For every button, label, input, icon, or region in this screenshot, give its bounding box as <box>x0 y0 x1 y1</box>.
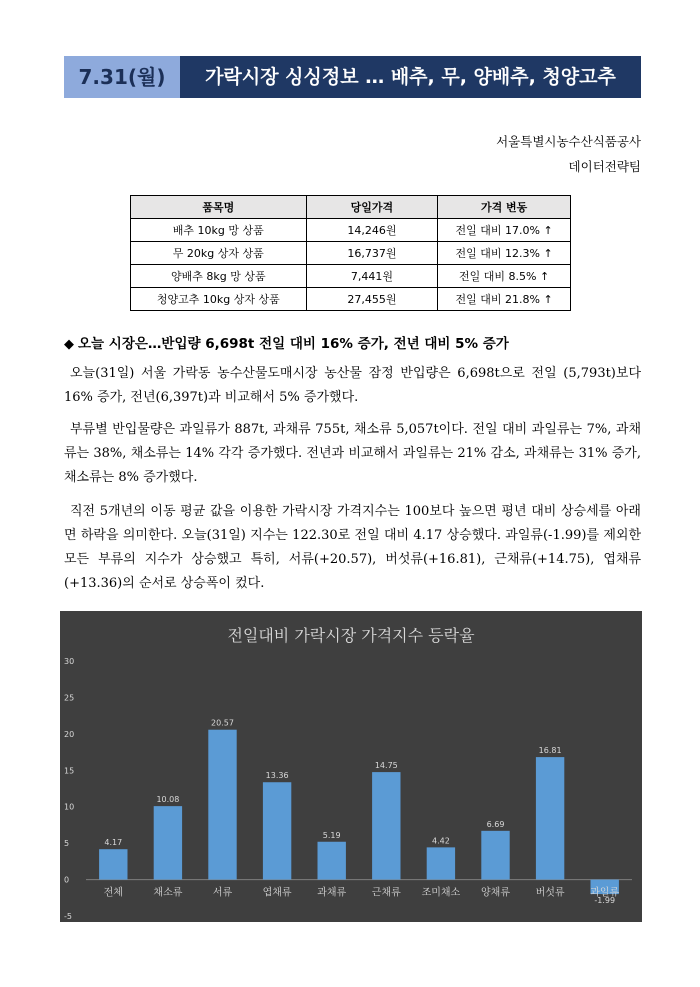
bar-과채류 <box>318 842 346 880</box>
team-name: 데이터전략팀 <box>568 159 641 174</box>
category-label: 서류 <box>212 887 233 899</box>
y-tick-label: 30 <box>64 657 75 666</box>
header-today-price: 당일가격 <box>306 196 438 219</box>
organization-name: 서울특별시농수산식품공사 <box>496 134 641 149</box>
data-label: 14.75 <box>374 761 398 771</box>
table-row <box>131 242 571 265</box>
item-price: 14,246원 <box>306 219 438 242</box>
item-change: 전일 대비 8.5% ↑ <box>438 265 571 288</box>
category-label: 조미채소 <box>421 887 461 899</box>
item-price: 7,441원 <box>306 265 438 288</box>
y-tick-label: 10 <box>64 802 75 812</box>
bar-양채류 <box>481 831 509 880</box>
bar-채소류 <box>154 806 182 879</box>
paragraph-arrivals: 오늘(31일) 서울 가락동 농수산물도매시장 농산물 잠정 반입량은 6,698t으로 전일 (5,793t)보다 16% 증가, 전년(6,397t)과 비교해서 5% 증가했다. <box>64 366 641 405</box>
item-price: 16,737원 <box>306 242 438 265</box>
data-label: 10.08 <box>156 795 180 805</box>
bar-근채류 <box>372 772 400 879</box>
category-label: 과채류 <box>317 887 347 899</box>
bar-전체 <box>99 849 127 879</box>
category-label: 전체 <box>103 887 123 899</box>
item-name: 청양고추 10kg 상자 상품 <box>131 288 307 311</box>
item-change: 전일 대비 21.8% ↑ <box>438 288 571 311</box>
paragraph-price-index: 직전 5개년의 이동 평균 값을 이용한 가락시장 가격지수는 100보다 높으면 평년 대비 상승세를 아래면 하락을 의미한다. 오늘(31일) 지수는 122.30로 전일 대비 4.17 상승했다. 과일류(-1.99)를 제외한 모든 부류의 지수가 상승했고 특히, 서류(+20.57), 버섯류(+16.81), 근채류(+14.75), 엽채류(+13.36)의 순서로 상승폭이 컸다. <box>64 504 641 591</box>
table-header-row <box>131 196 571 219</box>
chart-canvas <box>60 611 642 922</box>
category-label: 과일류 <box>590 887 620 899</box>
paragraph-category-arrivals: 부류별 반입물량은 과일류가 887t, 과채류 755t, 채소류 5,057t이다. 전일 대비 과일류는 7%, 과채류는 38%, 채소류는 14% 각각 증가했다. 전년과 비교해서 과일류는 21% 감소, 과채류는 31% 증가, 채소류는 8% 증가했다. <box>64 422 641 485</box>
item-name: 무 20kg 상자 상품 <box>131 242 307 265</box>
item-change: 전일 대비 12.3% ↑ <box>438 242 571 265</box>
data-label: 20.57 <box>211 718 234 728</box>
section-heading <box>64 332 509 352</box>
diamond-bullet-icon: ◆ <box>64 337 74 352</box>
table-row <box>131 219 571 242</box>
table-row <box>131 265 571 288</box>
bar-버섯류 <box>536 757 564 879</box>
report-banner <box>64 56 641 98</box>
category-label: 버섯류 <box>535 887 565 899</box>
data-label: 6.69 <box>486 819 505 829</box>
price-table <box>130 195 571 311</box>
table-row <box>131 288 571 311</box>
chart-title: 전일대비 가락시장 가격지수 등락율 <box>227 626 475 645</box>
category-label: 엽채류 <box>262 887 292 899</box>
item-change: 전일 대비 17.0% ↑ <box>438 219 571 242</box>
y-tick-label: 20 <box>64 729 75 739</box>
item-name: 배추 10kg 망 상품 <box>131 219 307 242</box>
item-name: 양배추 8kg 망 상품 <box>131 265 307 288</box>
data-label: 5.19 <box>322 830 341 840</box>
section-heading-text: 오늘 시장은…반입량 6,698t 전일 대비 16% 증가, 전년 대비 5% 증가 <box>78 336 509 352</box>
data-label: 4.42 <box>431 836 450 846</box>
bar-서류 <box>208 730 236 880</box>
report-date: 7.31(월) <box>64 56 180 98</box>
y-tick-label: 15 <box>64 766 75 776</box>
y-tick-label: 0 <box>64 875 70 885</box>
data-label: 16.81 <box>538 746 562 756</box>
item-price: 27,455원 <box>306 288 438 311</box>
data-label: -1.99 <box>594 896 616 906</box>
bar-조미채소 <box>427 847 455 879</box>
data-label: 4.17 <box>104 838 123 848</box>
y-tick-label: -5 <box>64 912 72 921</box>
price-index-chart <box>60 611 642 922</box>
bar-엽채류 <box>263 782 291 879</box>
category-label: 근채류 <box>371 887 401 899</box>
category-label: 채소류 <box>153 887 183 899</box>
data-label: 13.36 <box>265 771 289 781</box>
y-tick-label: 5 <box>64 839 70 849</box>
header-item-name: 품목명 <box>131 196 307 219</box>
y-tick-label: 25 <box>64 693 75 703</box>
header-price-change: 가격 변동 <box>438 196 571 219</box>
report-title: 가락시장 싱싱정보 … 배추, 무, 양배추, 청양고추 <box>180 56 641 98</box>
category-label: 양채류 <box>481 887 510 899</box>
